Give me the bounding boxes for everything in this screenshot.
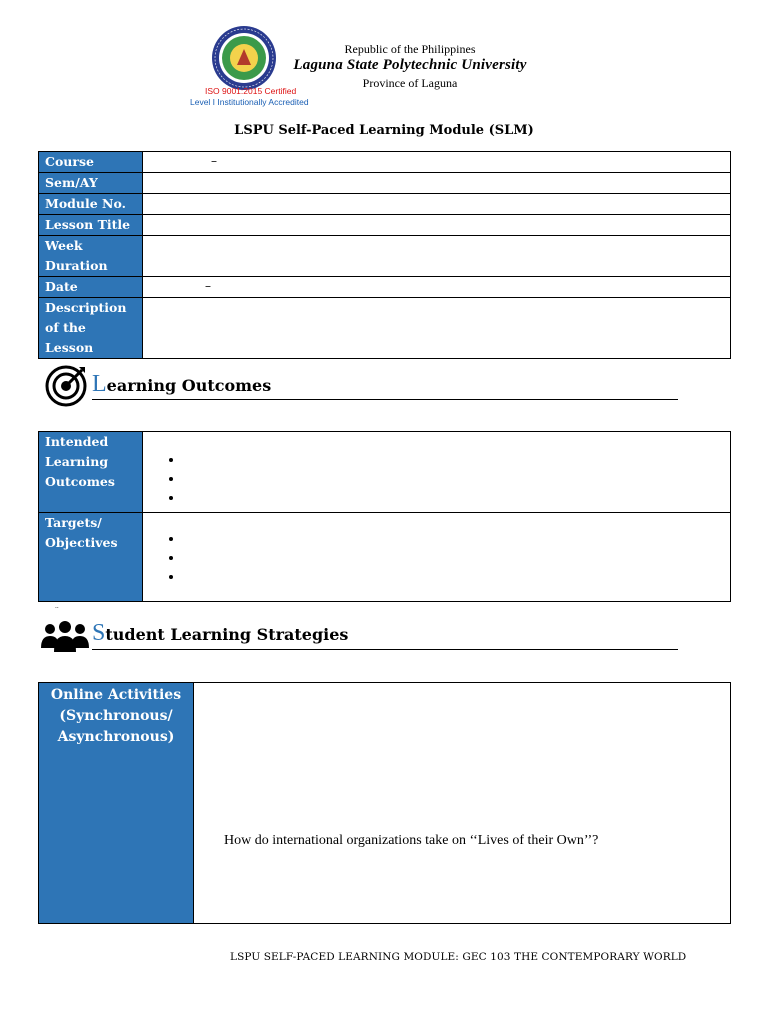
course-value	[143, 152, 731, 173]
week-duration-value	[143, 236, 731, 277]
description-value	[143, 298, 731, 359]
iso-certification: ISO 9001:2015 Certified	[205, 86, 297, 96]
online-activities-value	[194, 683, 731, 924]
course-label: Course	[39, 152, 143, 173]
lesson-title-label: Lesson Title	[39, 215, 143, 236]
activity-question: How do international organizations take on ‘‘Lives of their Own’’?	[224, 833, 599, 848]
document-title: LSPU Self-Paced Learning Module (SLM)	[234, 123, 534, 138]
strategies-table	[38, 682, 731, 924]
lesson-title-value	[143, 215, 731, 236]
learning-outcomes-table	[38, 431, 731, 602]
heading-rule	[92, 649, 678, 650]
learning-outcomes-heading	[92, 371, 271, 398]
heading-cap-letter: S	[92, 620, 106, 646]
sem-ay-label: Sem/AY	[39, 173, 143, 194]
course-dash: –	[211, 154, 217, 168]
targets-label-text: Targets/ Objectives	[45, 515, 118, 550]
list-item	[183, 569, 724, 588]
sem-ay-value	[143, 173, 731, 194]
date-value	[143, 277, 731, 298]
accreditation-text: Level I Institutionally Accredited	[190, 97, 309, 107]
course-info-table	[38, 151, 731, 359]
ilo-value	[143, 432, 731, 513]
page-footer: LSPU SELF-PACED LEARNING MODULE: GEC 103 THE CONTEMPORARY WORLD	[230, 951, 687, 963]
description-label: Description of the Lesson	[39, 298, 143, 359]
targets-value	[143, 513, 731, 602]
people-group-icon	[40, 620, 90, 654]
university-name: Laguna State Polytechnic University	[293, 57, 527, 73]
republic-text: Republic of the Philippines	[344, 42, 476, 56]
heading-rule	[92, 399, 678, 400]
student-learning-strategies-heading	[92, 620, 348, 647]
heading-rest: tudent Learning Strategies	[105, 625, 349, 644]
heading-rest: earning Outcomes	[106, 376, 272, 395]
ilo-bullet-list	[149, 432, 724, 509]
date-dash: –	[205, 279, 211, 293]
list-item	[183, 452, 724, 471]
week-duration-label: Week Duration	[39, 236, 143, 277]
list-item	[183, 490, 724, 509]
module-no-value	[143, 194, 731, 215]
list-item	[183, 471, 724, 490]
list-item	[183, 531, 724, 550]
stray-marks: ..	[55, 603, 59, 610]
province-text: Province of Laguna	[362, 76, 458, 90]
ilo-label: Intended Learning Outcomes	[39, 432, 143, 513]
module-no-label: Module No.	[39, 194, 143, 215]
targets-label	[39, 513, 143, 602]
date-label: Date	[39, 277, 143, 298]
targets-bullet-list	[149, 513, 724, 588]
list-item	[183, 550, 724, 569]
heading-cap-letter: L	[92, 371, 107, 397]
target-icon	[44, 364, 88, 408]
university-seal-logo	[211, 25, 277, 91]
online-activities-label: Online Activities (Synchronous/ Asynchronous)	[39, 683, 194, 924]
